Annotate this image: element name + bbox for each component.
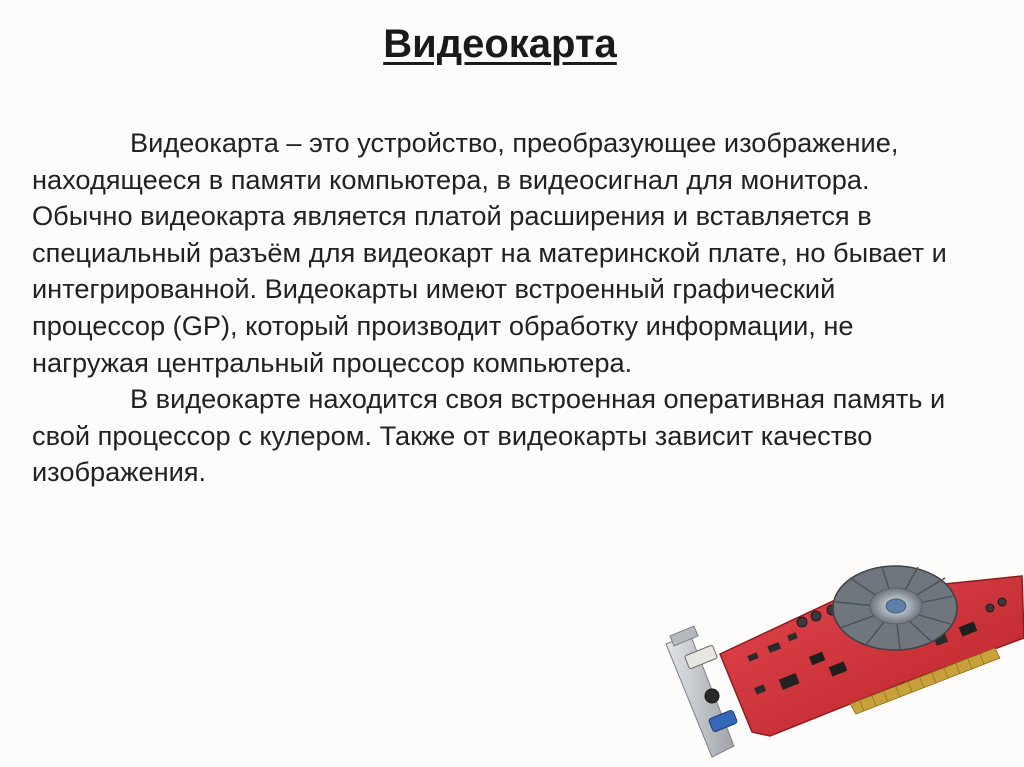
graphics-card-icon [660, 536, 1024, 767]
pci-bracket [666, 626, 738, 757]
gpu-cooler [833, 566, 957, 650]
slide-title: Видеокарта [383, 22, 617, 66]
svideo-port [705, 689, 719, 703]
paragraph-memory: В видеокарте находится своя встроенная оперативная память и свой процессор с кулером. Также от видеокарты зависит качество изображения. [32, 383, 946, 488]
graphics-card-illustration [660, 536, 1024, 767]
paragraph-definition: Видеокарта – это устройство, преобразующее изображение, находящееся в памяти компьютера, в видеосигнал для монитора. Обычно видеокарта является платой расширения и вставляется в специальный разъём для видеокарт на материнской плате, но бывает и интегрированной. Видеокарты имеют встроенный графический процессор (GP), который производит обработку информации, не нагружая центральный процессор компьютера. [32, 127, 947, 378]
slide-body [32, 125, 967, 491]
